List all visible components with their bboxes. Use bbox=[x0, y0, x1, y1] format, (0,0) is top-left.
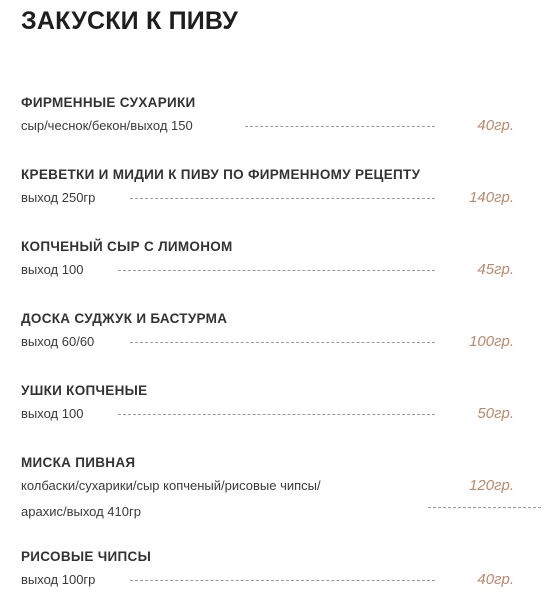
dotted-leader bbox=[130, 342, 435, 343]
item-description: выход 60/60 bbox=[21, 334, 95, 349]
dotted-leader bbox=[118, 270, 435, 271]
item-name: ФИРМЕННЫЕ СУХАРИКИ bbox=[21, 95, 196, 110]
item-detail-row bbox=[21, 499, 536, 525]
menu-item bbox=[21, 309, 536, 381]
menu-item bbox=[21, 453, 536, 547]
item-description: выход 250гр bbox=[21, 190, 96, 205]
item-name: МИСКА ПИВНАЯ bbox=[21, 455, 136, 470]
dotted-leader bbox=[130, 580, 435, 581]
item-description: сыр/чеснок/бекон/выход 150 bbox=[21, 118, 193, 133]
item-detail-row bbox=[21, 401, 536, 427]
page-title: ЗАКУСКИ К ПИВУ bbox=[21, 7, 238, 35]
item-detail-row bbox=[21, 473, 536, 499]
item-name: РИСОВЫЕ ЧИПСЫ bbox=[21, 549, 152, 564]
item-price: 50гр. bbox=[477, 405, 514, 422]
item-detail-row bbox=[21, 113, 536, 139]
dotted-leader bbox=[118, 414, 435, 415]
item-detail-row bbox=[21, 567, 536, 593]
item-name: КОПЧЕНЫЙ СЫР С ЛИМОНОМ bbox=[21, 239, 233, 254]
dotted-leader bbox=[428, 507, 541, 508]
dotted-leader bbox=[245, 126, 435, 127]
item-detail-row bbox=[21, 257, 536, 283]
item-description: выход 100 bbox=[21, 406, 84, 421]
item-name: КРЕВЕТКИ И МИДИИ К ПИВУ ПО ФИРМЕННОМУ РЕЦЕПТУ bbox=[21, 167, 421, 182]
menu-list bbox=[21, 93, 536, 599]
item-description: колбаски/сухарики/сыр копченый/рисовые чипсы/ bbox=[21, 478, 321, 493]
menu-item bbox=[21, 165, 536, 237]
item-price: 100гр. bbox=[469, 333, 514, 350]
dotted-leader bbox=[130, 198, 435, 199]
item-price: 40гр. bbox=[477, 117, 514, 134]
item-price: 45гр. bbox=[477, 261, 514, 278]
item-detail-row bbox=[21, 185, 536, 211]
item-description-continued: арахис/выход 410гр bbox=[21, 504, 141, 519]
menu-item bbox=[21, 93, 536, 165]
item-name: ДОСКА СУДЖУК И БАСТУРМА bbox=[21, 311, 228, 326]
item-detail-row bbox=[21, 329, 536, 355]
menu-item bbox=[21, 547, 536, 599]
item-description: выход 100гр bbox=[21, 572, 96, 587]
item-description: выход 100 bbox=[21, 262, 84, 277]
item-price: 40гр. bbox=[477, 571, 514, 588]
item-price: 120гр. bbox=[469, 477, 514, 494]
menu-item bbox=[21, 381, 536, 453]
menu-item bbox=[21, 237, 536, 309]
item-name: УШКИ КОПЧЕНЫЕ bbox=[21, 383, 148, 398]
item-price: 140гр. bbox=[469, 189, 514, 206]
